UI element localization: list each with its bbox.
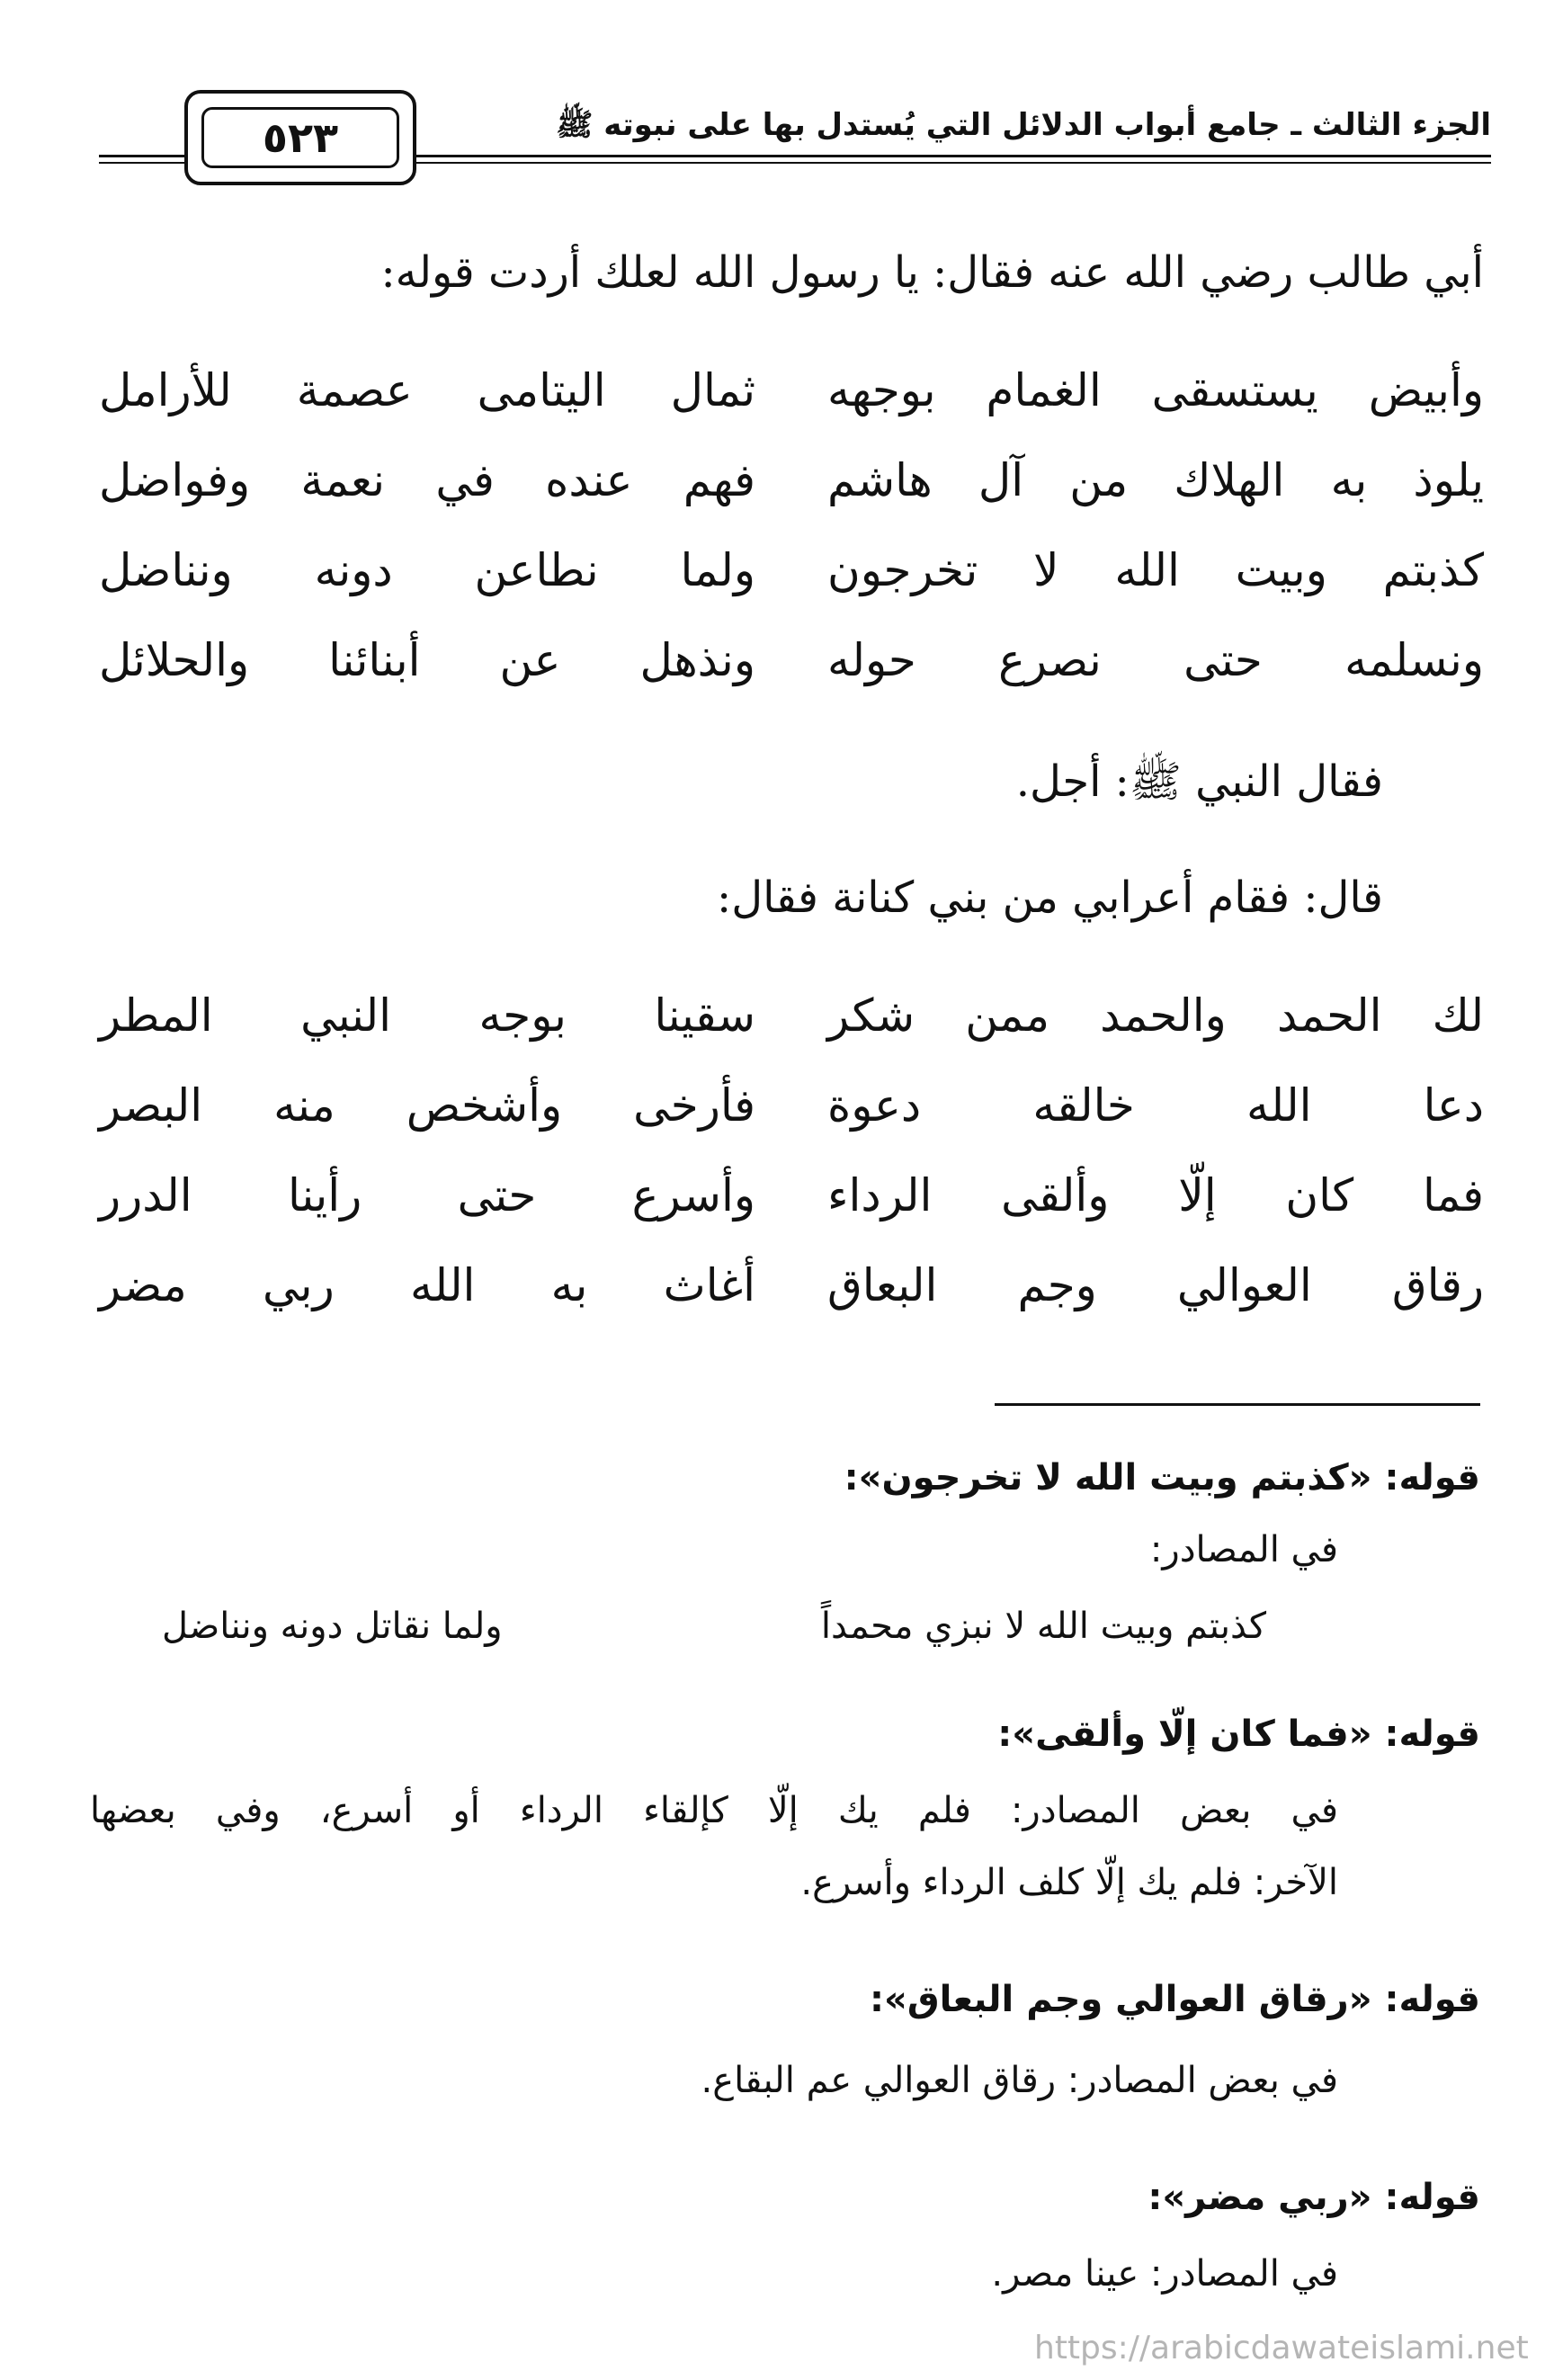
poem1-verse-3	[99, 544, 1484, 596]
verse-first-hemistich: لك الحمد والحمد ممن شكر	[827, 989, 1484, 1042]
note1-heading: قوله: «كذبتم وبيت الله لا تخرجون»:	[844, 1457, 1480, 1499]
note1-line: في المصادر:	[1149, 1529, 1338, 1570]
verse-second-hemistich: ثمال اليتامى عصمة للأرامل	[99, 364, 755, 416]
running-title: الجزء الثالث ـ جامع أبواب الدلائل التي يُستدل بها على نبوته ﷺ	[556, 107, 1491, 143]
verse-first-hemistich: ونسلمه حتى نصرع حوله	[827, 634, 1484, 686]
note1-verse-first: كذبتم وبيت الله لا نبزي محمداً	[820, 1606, 1266, 1647]
verse-first-hemistich: فما كان إلّا وألقى الرداء	[827, 1169, 1484, 1221]
verse-second-hemistich: أغاث به الله ربي مضر	[99, 1259, 755, 1311]
verse-second-hemistich: سقينا بوجه النبي المطر	[99, 989, 755, 1042]
note4-heading: قوله: «ربي مضر»:	[1148, 2177, 1480, 2218]
page-number: ٥٢٣	[201, 107, 399, 168]
verse-first-hemistich: رقاق العوالي وجم البعاق	[827, 1259, 1484, 1311]
prophet-reply: فقال النبي ﷺ: أجل.	[1015, 756, 1383, 807]
poem1-verse-1	[99, 364, 1484, 416]
verse-second-hemistich: ونذهل عن أبنائنا والحلائل	[99, 634, 755, 686]
note2-line1: في بعض المصادر: فلم يك إلّا كإلقاء الرداء أو أسرع، وفي بعضها	[90, 1790, 1338, 1831]
poem2-verse-3	[99, 1169, 1484, 1221]
verse-first-hemistich: وأبيض يستسقى الغمام بوجهه	[827, 364, 1484, 416]
poem1-verse-4	[99, 634, 1484, 686]
note3-line: في بعض المصادر: رقاق العوالي عم البقاع.	[701, 2060, 1338, 2101]
note4-line: في المصادر: عينا مصر.	[991, 2253, 1338, 2295]
note2-line2: الآخر: فلم يك إلّا كلف الرداء وأسرع.	[800, 1862, 1338, 1903]
page-header	[99, 81, 1491, 189]
verse-first-hemistich: دعا الله خالقه دعوة	[827, 1079, 1484, 1132]
poem2-verse-4	[99, 1259, 1484, 1311]
poem2-verse-2	[99, 1079, 1484, 1132]
narration-line: قال: فقام أعرابي من بني كنانة فقال:	[717, 872, 1383, 923]
note2-heading: قوله: «فما كان إلّا وألقى»:	[997, 1713, 1480, 1755]
verse-second-hemistich: فهم عنده في نعمة وفواضل	[99, 454, 755, 506]
page-number-frame	[184, 90, 416, 185]
poem2-verse-1	[99, 989, 1484, 1042]
source-watermark: https://arabicdawateislami.net	[1034, 2330, 1529, 2367]
verse-second-hemistich: فأرخى وأشخص منه البصر	[99, 1079, 755, 1132]
verse-second-hemistich: وأسرع حتى رأينا الدرر	[99, 1169, 755, 1221]
verse-first-hemistich: كذبتم وبيت الله لا تخرجون	[827, 544, 1484, 596]
note1-verse-second: ولما نقاتل دونه ونناضل	[162, 1606, 503, 1647]
note1-verse	[162, 1606, 1266, 1647]
note3-heading: قوله: «رقاق العوالي وجم البعاق»:	[870, 1979, 1480, 2020]
intro-line: أبي طالب رضي الله عنه فقال: يا رسول الله لعلك أردت قوله:	[380, 247, 1484, 298]
poem1-verse-2	[99, 454, 1484, 506]
footnote-separator	[995, 1403, 1480, 1406]
verse-first-hemistich: يلوذ به الهلاك من آل هاشم	[827, 454, 1484, 506]
verse-second-hemistich: ولما نطاعن دونه ونناضل	[99, 544, 755, 596]
